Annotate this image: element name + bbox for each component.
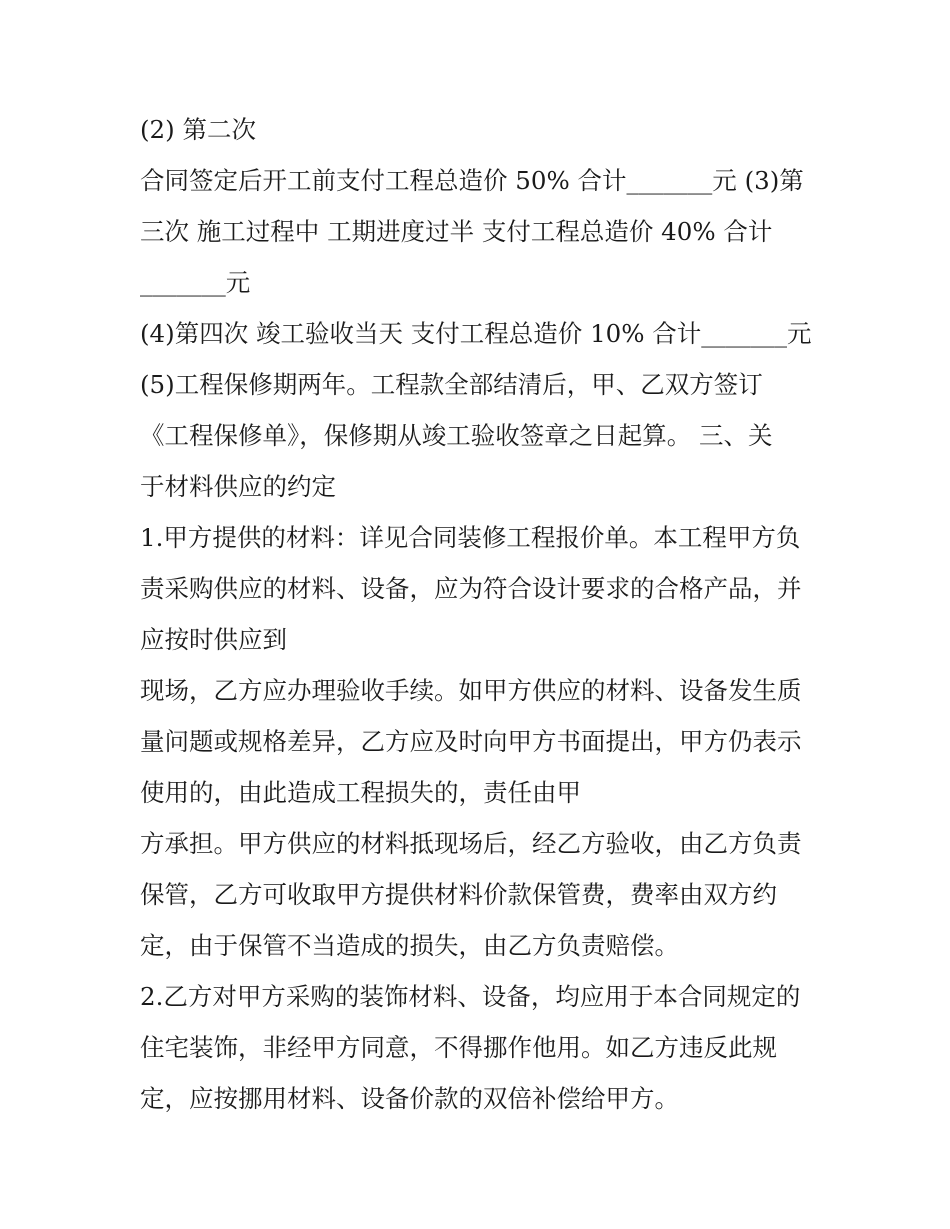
text-line: 现场，乙方应办理验收手续。如甲方供应的材料、设备发生质: [140, 676, 802, 705]
text-line: 量问题或规格差异，乙方应及时向甲方书面提出，甲方仍表示: [140, 727, 802, 756]
text-line: 方承担。甲方供应的材料抵现场后，经乙方验收，由乙方负责: [140, 829, 802, 858]
text-line: 保管，乙方可收取甲方提供材料价款保管费，费率由双方约: [140, 880, 777, 909]
text-line: 《工程保修单》，保修期从竣工验收签章之日起算。 三、关: [140, 421, 773, 450]
text-line: 合同签定后开工前支付工程总造价 50% 合计_______元 (3)第: [140, 166, 804, 195]
text-line: (2) 第二次: [140, 115, 256, 144]
text-line: 于材料供应的约定: [140, 472, 336, 501]
text-line: 住宅装饰，非经甲方同意，不得挪作他用。如乙方违反此规: [140, 1033, 777, 1062]
text-line: 应按时供应到: [140, 625, 287, 654]
text-line: (5)工程保修期两年。工程款全部结清后，甲、乙双方签订: [140, 370, 763, 399]
text-line: 定，由于保管不当造成的损失，由乙方负责赔偿。: [140, 931, 679, 960]
text-line: 三次 施工过程中 工期进度过半 支付工程总造价 40% 合计: [140, 217, 773, 246]
text-line: 定，应按挪用材料、设备价款的双倍补偿给甲方。: [140, 1084, 679, 1113]
text-line: 1.甲方提供的材料：详见合同装修工程报价单。本工程甲方负: [140, 523, 801, 552]
text-line: 使用的，由此造成工程损失的，责任由甲: [140, 778, 581, 807]
text-line: (4)第四次 竣工验收当天 支付工程总造价 10% 合计_______元: [140, 319, 812, 348]
text-line: _______元: [140, 268, 251, 297]
text-line: 责采购供应的材料、设备，应为符合设计要求的合格产品，并: [140, 574, 802, 603]
text-line: 2.乙方对甲方采购的装饰材料、设备，均应用于本合同规定的: [140, 982, 801, 1011]
